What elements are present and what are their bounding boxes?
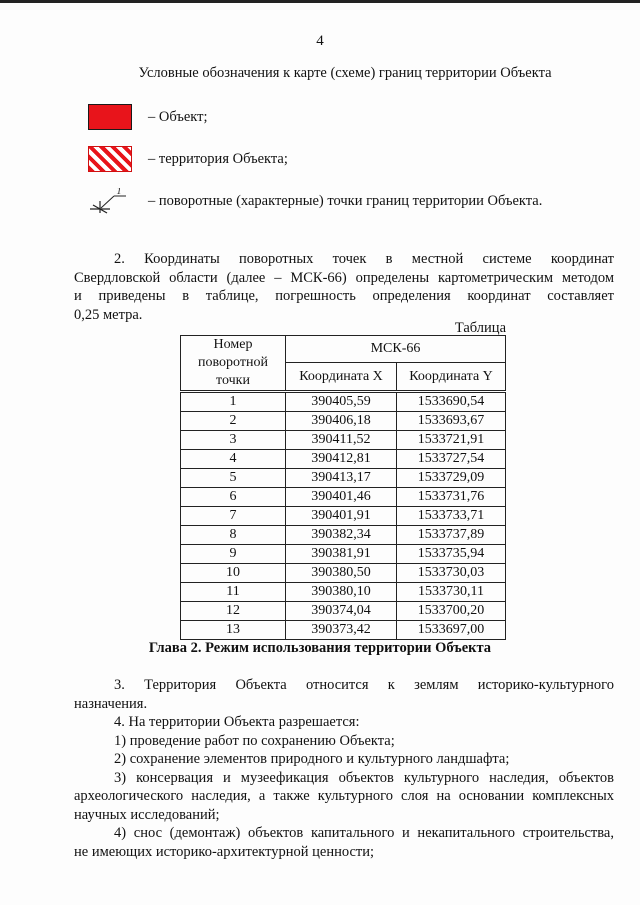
point-number-cell: 9 (181, 545, 286, 564)
coordinate-y-cell: 1533729,09 (397, 469, 506, 488)
section-4-paragraph: 4. На территории Объекта разрешается: 1) проведение работ по сохранению Объекта; 2) сохранение элементов природного и культурного ландшафта; 3) консервация и музеефикация объектов культурного наследия, объектов археологического наследия, а также культурного слоя на основании комплексных научных исследований; 4) снос (демонтаж) объектов капитального и некапитального строительства, не имеющих историко-архитектурной ценности; (74, 714, 614, 860)
chapter-heading: Глава 2. Режим использования территории Объекта (148, 640, 492, 656)
legend-item-object (88, 104, 208, 130)
coordinate-x-cell: 390406,18 (286, 412, 397, 431)
section-2-paragraph: 2. Координаты поворотных точек в местной системе координат Свердловской области (далее – МСК-66) определены картометрическим методом и приведены в таблице, погрешность определения координат составляет 0,25 метра. (74, 251, 614, 323)
point-number-cell: 5 (181, 469, 286, 488)
legend-label-object: – Объект; (148, 108, 208, 125)
turning-point-marker-icon (88, 188, 132, 214)
coordinate-x-cell: 390380,10 (286, 583, 397, 602)
section-4-intro: 4. На территории Объекта разрешается: (114, 714, 360, 730)
table-row (181, 564, 506, 583)
coordinate-y-cell: 1533730,03 (397, 564, 506, 583)
table-row (181, 450, 506, 469)
turning-point-marker-number: 1 (116, 188, 122, 197)
coordinate-x-cell: 390380,50 (286, 564, 397, 583)
point-number-cell: 3 (181, 431, 286, 450)
legend-title: Условные обозначения к карте (схеме) границ территории Объекта (138, 65, 552, 81)
coordinate-x-cell: 390412,81 (286, 450, 397, 469)
table-row (181, 602, 506, 621)
coordinate-y-cell: 1533700,20 (397, 602, 506, 621)
coordinate-y-cell: 1533721,91 (397, 431, 506, 450)
legend-item-turning-points (88, 188, 542, 214)
legend-label-territory: – территория Объекта; (148, 150, 288, 167)
hatched-red-square-icon (88, 146, 132, 172)
point-number-cell: 2 (181, 412, 286, 431)
coordinate-y-cell: 1533731,76 (397, 488, 506, 507)
coordinates-table-body (181, 392, 506, 640)
coordinate-x-cell: 390374,04 (286, 602, 397, 621)
table-row (181, 412, 506, 431)
coordinate-y-cell: 1533730,11 (397, 583, 506, 602)
point-number-cell: 7 (181, 507, 286, 526)
table-row (181, 431, 506, 450)
coordinate-y-cell: 1533690,54 (397, 392, 506, 412)
coordinate-x-cell: 390401,46 (286, 488, 397, 507)
coordinate-x-cell: 390413,17 (286, 469, 397, 488)
point-number-cell: 11 (181, 583, 286, 602)
coordinate-y-cell: 1533737,89 (397, 526, 506, 545)
coordinate-y-cell: 1533733,71 (397, 507, 506, 526)
point-number-cell: 13 (181, 621, 286, 640)
solid-red-square-icon (88, 104, 132, 130)
coordinate-x-cell: 390381,91 (286, 545, 397, 564)
section-4-item-4: 4) снос (демонтаж) объектов капитального и некапитального строительства, (114, 825, 614, 841)
point-number-cell: 6 (181, 488, 286, 507)
header-y: Координата Y (397, 363, 506, 392)
header-point-number: Номер поворотной точки (181, 336, 286, 392)
point-number-cell: 12 (181, 602, 286, 621)
legend-label-turning-points: – поворотные (характерные) точки границ территории Объекта. (148, 192, 543, 209)
point-number-cell: 8 (181, 526, 286, 545)
table-row (181, 392, 506, 412)
coordinate-y-cell: 1533693,67 (397, 412, 506, 431)
coordinate-x-cell: 390373,42 (286, 621, 397, 640)
header-x: Координата X (286, 363, 397, 392)
coordinate-x-cell: 390382,34 (286, 526, 397, 545)
coordinates-table (180, 335, 506, 640)
section-4-item-1: 1) проведение работ по сохранению Объекта; (114, 732, 395, 749)
table-caption: Таблица (454, 320, 506, 336)
coordinate-x-cell: 390411,52 (286, 431, 397, 450)
point-number-cell: 10 (181, 564, 286, 583)
table-row (181, 621, 506, 640)
legend-item-territory (88, 146, 288, 172)
coordinate-y-cell: 1533727,54 (397, 450, 506, 469)
section-3-paragraph: 3. Территория Объекта относится к землям историко-культурного назначения. (74, 677, 614, 712)
table-row (181, 488, 506, 507)
table-row (181, 469, 506, 488)
table-row (181, 507, 506, 526)
page-number: 4 (316, 33, 324, 49)
coordinate-x-cell: 390401,91 (286, 507, 397, 526)
table-row (181, 526, 506, 545)
coordinate-y-cell: 1533735,94 (397, 545, 506, 564)
point-number-cell: 4 (181, 450, 286, 469)
coordinate-x-cell: 390405,59 (286, 392, 397, 412)
table-row (181, 583, 506, 602)
coordinate-y-cell: 1533697,00 (397, 621, 506, 640)
section-4-item-2: 2) сохранение элементов природного и культурного ландшафта; (114, 751, 510, 767)
section-4-item-3: 3) консервация и музеефикация объектов культурного наследия, объектов (114, 769, 614, 786)
header-coordinate-system: МСК-66 (286, 336, 506, 363)
scan-top-edge (0, 0, 640, 3)
point-number-cell: 1 (181, 392, 286, 412)
table-row (181, 545, 506, 564)
